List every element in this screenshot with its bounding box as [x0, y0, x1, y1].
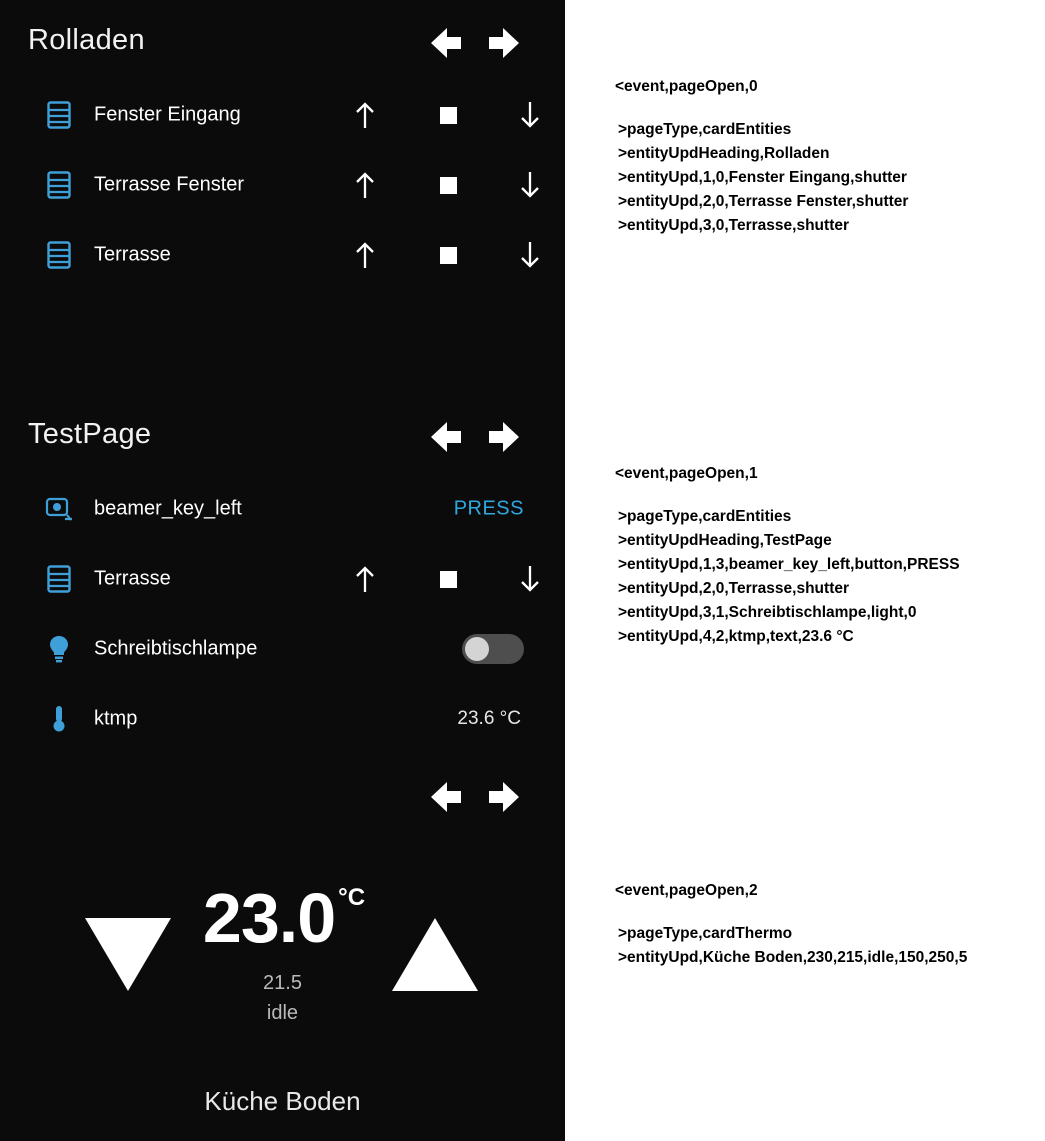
next-page-button[interactable]	[483, 776, 529, 818]
entity-label: Fenster Eingang	[94, 103, 241, 126]
card-entities-testpage	[0, 404, 565, 754]
log-line: >entityUpd,Küche Boden,230,215,idle,150,250,5	[618, 949, 968, 966]
protocol-log-panel	[565, 0, 1045, 1141]
card-header	[0, 404, 565, 474]
shutter-stop-button[interactable]	[428, 165, 468, 205]
entity-row	[0, 220, 565, 290]
log-line: >entityUpdHeading,Rolladen	[618, 145, 830, 162]
entity-row	[0, 614, 565, 684]
next-page-button[interactable]	[483, 416, 529, 458]
shutter-stop-button[interactable]	[428, 95, 468, 135]
shutter-up-button[interactable]	[345, 559, 385, 599]
thermometer-icon	[44, 703, 74, 735]
thermostat-state: idle	[266, 1002, 299, 1024]
log-block	[615, 78, 908, 238]
entity-row	[0, 150, 565, 220]
entity-row	[0, 80, 565, 150]
shutter-icon	[44, 563, 74, 595]
log-line: >entityUpd,4,2,ktmp,text,23.6 °C	[618, 628, 854, 645]
shutter-down-button[interactable]	[510, 559, 550, 599]
entity-label: Terrasse	[94, 243, 171, 266]
card-entities-rolladen	[0, 10, 565, 290]
log-event: <event,pageOpen,0	[615, 78, 758, 95]
entity-label: beamer_key_left	[94, 497, 242, 520]
entity-label: Terrasse	[94, 567, 171, 590]
current-temperature-value: 23.0	[202, 879, 336, 957]
shutter-controls	[335, 220, 565, 290]
shutter-icon	[44, 169, 74, 201]
next-page-button[interactable]	[483, 22, 529, 64]
thermostat	[0, 834, 565, 1141]
projector-icon	[44, 493, 74, 525]
entity-row	[0, 474, 565, 544]
log-event: <event,pageOpen,1	[615, 465, 758, 482]
shutter-down-button[interactable]	[510, 165, 550, 205]
shutter-up-button[interactable]	[345, 235, 385, 275]
log-event: <event,pageOpen,2	[615, 882, 758, 899]
nav-arrows	[421, 776, 541, 818]
entity-row	[0, 684, 565, 754]
page-title: TestPage	[28, 418, 152, 450]
shutter-icon	[44, 239, 74, 271]
entity-label: Terrasse Fenster	[94, 173, 245, 196]
shutter-stop-button[interactable]	[428, 235, 468, 275]
shutter-controls	[335, 150, 565, 220]
entity-value: 23.6 °C	[457, 708, 521, 729]
log-block	[615, 882, 967, 970]
entity-label: ktmp	[94, 707, 138, 730]
log-line: >entityUpd,3,0,Terrasse,shutter	[618, 217, 850, 234]
nav-arrows	[421, 22, 541, 64]
log-line: >entityUpd,1,3,beamer_key_left,button,PRESS	[618, 556, 960, 573]
light-toggle[interactable]	[462, 634, 524, 664]
shutter-down-button[interactable]	[510, 95, 550, 135]
card-header	[0, 764, 565, 834]
page-title: Rolladen	[28, 24, 145, 56]
entity-rows	[0, 474, 565, 754]
shutter-stop-button[interactable]	[428, 559, 468, 599]
prev-page-button[interactable]	[421, 416, 467, 458]
shutter-down-button[interactable]	[510, 235, 550, 275]
nav-arrows	[421, 416, 541, 458]
log-line: >pageType,cardEntities	[618, 121, 792, 138]
entity-label: Schreibtischlampe	[94, 637, 258, 660]
shutter-controls	[335, 544, 565, 614]
log-line: >pageType,cardEntities	[618, 508, 792, 525]
toggle-knob	[465, 637, 489, 661]
card-thermo	[0, 764, 565, 1141]
current-temperature	[0, 878, 565, 958]
shutter-controls	[335, 80, 565, 150]
log-line: >entityUpd,2,0,Terrasse Fenster,shutter	[618, 193, 909, 210]
shutter-up-button[interactable]	[345, 95, 385, 135]
thermostat-name: Küche Boden	[204, 1086, 361, 1116]
entity-row	[0, 544, 565, 614]
prev-page-button[interactable]	[421, 22, 467, 64]
entity-rows	[0, 80, 565, 290]
log-line: >entityUpdHeading,TestPage	[618, 532, 832, 549]
shutter-icon	[44, 99, 74, 131]
log-line: >pageType,cardThermo	[618, 925, 793, 942]
prev-page-button[interactable]	[421, 776, 467, 818]
shutter-up-button[interactable]	[345, 165, 385, 205]
log-line: >entityUpd,1,0,Fenster Eingang,shutter	[618, 169, 907, 186]
log-block	[615, 465, 960, 649]
target-temperature: 21.5	[263, 972, 302, 994]
log-line: >entityUpd,3,1,Schreibtischlampe,light,0	[618, 604, 917, 621]
card-header	[0, 10, 565, 80]
lightbulb-icon	[44, 633, 74, 665]
press-button[interactable]: PRESS	[453, 497, 524, 520]
log-line: >entityUpd,2,0,Terrasse,shutter	[618, 580, 850, 597]
temperature-unit: °C	[338, 884, 366, 911]
